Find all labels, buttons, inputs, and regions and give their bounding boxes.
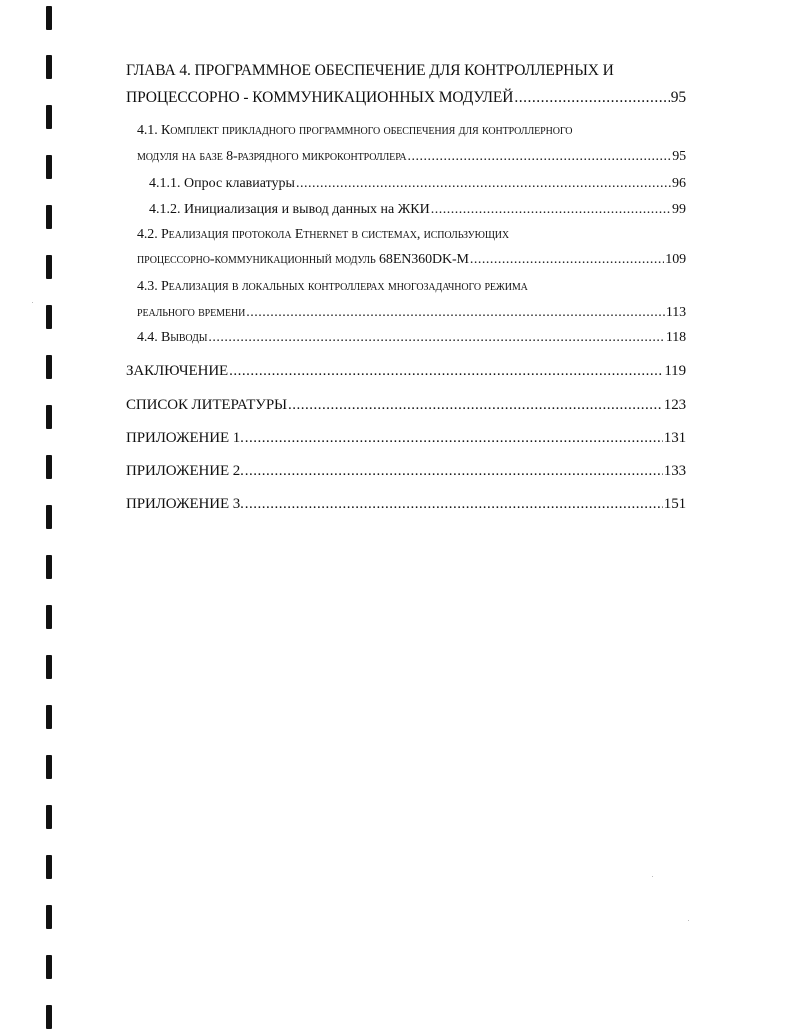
toc-entry-title: процессорно-коммуникационный модуль 68EN360DK-M xyxy=(137,252,469,267)
toc-entry-title: 4.4. Выводы xyxy=(137,330,208,345)
toc-page-number: 109 xyxy=(665,252,686,267)
toc-section-4-3-line1 xyxy=(137,278,528,296)
toc-entry-title: ПРИЛОЖЕНИЕ 3. xyxy=(126,496,244,512)
toc-appendix-3 xyxy=(126,495,686,513)
toc-entry-title: 4.2. Реализация протокола Ethernet в системах, использующих xyxy=(137,227,510,242)
toc-page-number: 99 xyxy=(672,202,686,217)
binding-mark xyxy=(46,705,52,729)
toc-section-4-1-line1 xyxy=(137,122,572,140)
toc-entry-title: модуля на базе 8-разрядного микроконтроллера xyxy=(137,149,407,164)
toc-section-4-2-line2 xyxy=(137,251,686,269)
scan-speck xyxy=(688,920,689,921)
toc-references xyxy=(126,396,686,414)
dot-leader xyxy=(431,201,671,219)
binding-mark xyxy=(46,655,52,679)
toc-entry-title: ПРОЦЕССОРНО - КОММУНИКАЦИОННЫХ МОДУЛЕЙ xyxy=(126,89,514,106)
toc-entry-title: ЗАКЛЮЧЕНИЕ xyxy=(126,363,229,379)
toc-chapter4-line1 xyxy=(126,62,614,80)
toc-page-number: 151 xyxy=(663,496,686,512)
toc-page-number: 119 xyxy=(664,363,686,379)
dot-leader xyxy=(514,89,669,107)
dot-leader xyxy=(246,304,665,322)
scan-speck xyxy=(32,302,33,303)
toc-page-number: 95 xyxy=(672,149,686,164)
toc-section-4-1-1 xyxy=(149,175,686,193)
binding-mark xyxy=(46,755,52,779)
toc-entry-title: ГЛАВА 4. ПРОГРАММНОЕ ОБЕСПЕЧЕНИЕ ДЛЯ КОНТРОЛЛЕРНЫХ И xyxy=(126,62,614,79)
toc-appendix-1 xyxy=(126,429,686,447)
toc-section-4-2-line1 xyxy=(137,226,509,244)
toc-section-4-1-2 xyxy=(149,201,686,219)
dot-leader xyxy=(288,396,663,414)
dot-leader xyxy=(208,329,664,347)
toc-page-number: 118 xyxy=(665,330,686,345)
toc-section-4-1-line2 xyxy=(137,148,686,166)
dot-leader xyxy=(470,251,664,269)
toc-section-4-3-line2 xyxy=(137,304,686,322)
toc-page-number: 133 xyxy=(663,463,686,479)
toc-page-number: 96 xyxy=(672,176,686,191)
dot-leader xyxy=(296,175,671,193)
binding-mark xyxy=(46,905,52,929)
toc-entry-title: 4.1.1. Опрос клавиатуры xyxy=(149,176,295,191)
binding-mark xyxy=(46,1005,52,1029)
dot-leader xyxy=(245,495,663,513)
toc-page-number: 113 xyxy=(665,305,686,320)
binding-mark xyxy=(46,955,52,979)
toc-page-number: 95 xyxy=(670,89,686,106)
dot-leader xyxy=(245,462,663,480)
toc-conclusion xyxy=(126,362,686,380)
scan-speck xyxy=(652,876,653,877)
dot-leader xyxy=(229,362,663,380)
toc-page-number: 123 xyxy=(663,397,686,413)
toc-entry-title: реального времени xyxy=(137,305,246,320)
toc-entry-title: 4.1. Комплект прикладного программного обеспечения для контроллерного xyxy=(137,123,573,138)
binding-mark xyxy=(46,605,52,629)
binding-mark xyxy=(46,855,52,879)
dot-leader xyxy=(245,429,663,447)
toc-entry-title: 4.1.2. Инициализация и вывод данных на ЖКИ xyxy=(149,202,430,217)
toc-page-number: 131 xyxy=(663,430,686,446)
dot-leader xyxy=(408,148,672,166)
binding-mark xyxy=(46,805,52,829)
toc-entry-title: ПРИЛОЖЕНИЕ 1. xyxy=(126,430,244,446)
toc-entry-title: 4.3. Реализация в локальных контроллерах многозадачного режима xyxy=(137,279,528,294)
toc-entry-title: ПРИЛОЖЕНИЕ 2. xyxy=(126,463,244,479)
toc-section-4-4 xyxy=(137,329,686,347)
toc-chapter4-line2 xyxy=(126,89,686,107)
toc-entry-title: СПИСОК ЛИТЕРАТУРЫ xyxy=(126,397,288,413)
toc-appendix-2 xyxy=(126,462,686,480)
